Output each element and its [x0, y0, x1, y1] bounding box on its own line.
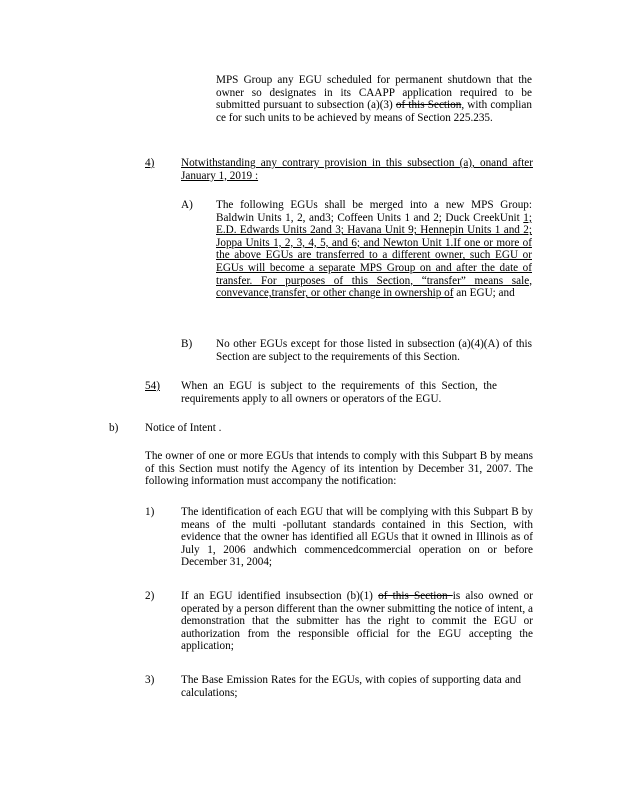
- item-4A-underlined: 1; E.D. Edwards Units 2and 3; Havana Unit 9; Hennepin Units 1 and 2; Joppa Units 1, 2, 3, 4, 5, and 6; and Newton Unit 1.If one or more of the above EGUs are transferred to a different owner, such EGU or EGUs will become a separate MPS Group on and after the date of transfer. For purposes of this Section, “transfer” means sale, convevance,transfer, or other change in ownership of: [216, 211, 532, 300]
- item-4-label: 4): [145, 157, 155, 169]
- item-5-text: When an EGU is subject to the requirements of this Section, the requirements apply to all owners or operators of the EGU.: [181, 380, 497, 405]
- item-4B-text: No other EGUs except for those listed in subsection (a)(4)(A) of this Section are subject to the requirements of this Section.: [216, 338, 532, 363]
- item-5-label: [145, 380, 160, 393]
- section-b-item-3-label: 3): [145, 674, 155, 686]
- continuation-paragraph: [216, 74, 532, 124]
- item-4A-text: [216, 199, 532, 300]
- item-4-text: Notwithstanding any contrary provision in this subsection (a), onand after January 1, 2019 :: [181, 157, 533, 182]
- item-4A-text-1: The following EGUs shall be merged into a new MPS Group: Baldwin Units 1, 2, and3; Coffeen Units 1 and 2; Duck CreekUnit: [216, 199, 532, 224]
- item-4A-text-3: an EGU; and: [453, 287, 515, 300]
- section-b-item-2-text: [181, 590, 533, 653]
- section-b-item-1-label: 1): [145, 506, 155, 518]
- struck-text: of this Section: [395, 99, 462, 112]
- section-b-item-2-text-3: is also owned or operated by a person different than the owner submitting the notice of intent, a demonstration that the submitter has the right to commit the EGU or authorization from the responsible official for the EGU accepting the application;: [181, 590, 533, 653]
- item-5-label-text: 54): [145, 380, 160, 392]
- section-b-heading: Notice of Intent .: [145, 422, 222, 434]
- section-b-item-2-text-1: If an EGU identified insubsection (b)(1): [181, 590, 379, 602]
- section-b-label: b): [109, 422, 119, 434]
- continuation-text-1: MPS Group any EGU scheduled for permanent shutdown that the owner so designates in its CAAPP application required to be submitted pursuant to subsection (a)(3): [216, 74, 532, 112]
- item-4B-label: B): [181, 338, 193, 350]
- continuation-text-2: , with complian ce for such units to be achieved by means of Section 225.235.: [216, 99, 532, 124]
- section-b-item-2-struck: of this Section: [378, 590, 453, 602]
- section-b-item-2-label: 2): [145, 590, 155, 602]
- section-b-intro: The owner of one or more EGUs that intends to comply with this Subpart B by means of this Section must notify the Agency of its intention by December 31, 2007. The following information must accompany the notification:: [145, 450, 533, 488]
- item-4A-label: A): [181, 199, 193, 211]
- section-b-item-1-text: The identification of each EGU that will be complying with this Subpart B by means of the multi -pollutant standards contained in this Section, with evidence that the owner has identified all EGUs that it owned in Illinois as of July 1, 2006 andwhich commencedcommercial operation on or before December 31, 2004;: [181, 506, 533, 569]
- section-b-item-3-text: The Base Emission Rates for the EGUs, with copies of supporting data and calculations;: [181, 674, 521, 699]
